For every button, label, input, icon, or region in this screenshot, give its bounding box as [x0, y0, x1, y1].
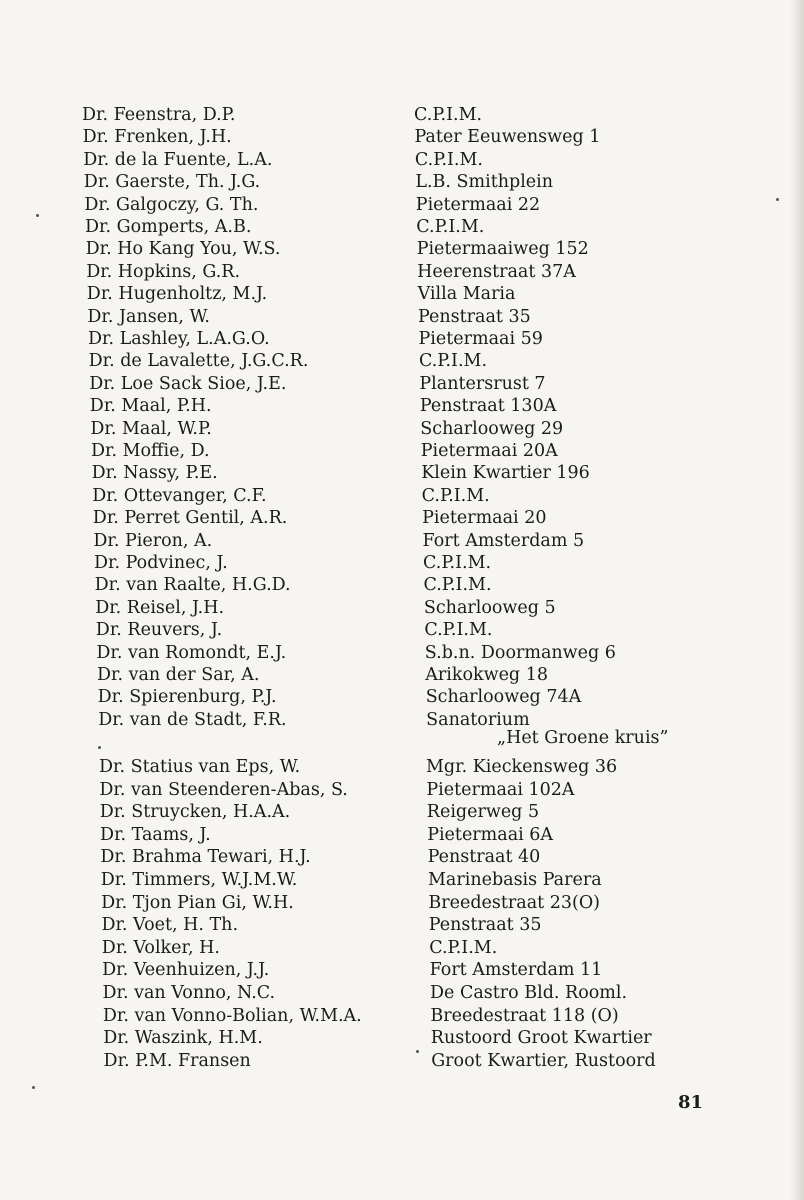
- directory-entry: [0, 868, 804, 892]
- physician-name: Dr. Nassy, P.E.: [91, 463, 218, 484]
- directory-entry: [0, 823, 804, 847]
- directory-entry: [0, 215, 804, 239]
- physician-name: Dr. Statius van Eps, W.: [99, 757, 301, 777]
- physician-name: Dr. Perret Gentil, A.R.: [92, 508, 288, 529]
- physician-address: Pietermaai 59: [418, 329, 543, 349]
- physician-name: Dr. van Steenderen-Abas, S.: [99, 779, 348, 800]
- physician-address: Penstraat 40: [427, 847, 541, 868]
- directory-entry: [0, 506, 804, 530]
- physician-name: Dr. Moffie, D.: [91, 441, 210, 461]
- physician-name: Dr. van de Stadt, F.R.: [98, 709, 287, 730]
- physician-name: Dr. Pieron, A.: [93, 530, 213, 551]
- physician-address: C.P.I.M.: [416, 217, 485, 237]
- physician-address: Fort Amsterdam 5: [422, 530, 585, 551]
- physician-address: Pater Eeuwensweg 1: [414, 127, 601, 148]
- physician-name: Dr. van der Sar, A.: [97, 665, 260, 685]
- physician-name: Dr. Loe Sack Sioe, J.E.: [89, 373, 287, 394]
- physician-name: Dr. Reisel, J.H.: [95, 597, 225, 618]
- directory-entry: [0, 618, 804, 642]
- address-continuation: „Het Groene kruis”: [497, 728, 669, 748]
- physician-name: Dr. van Vonno-Bolian, W.M.A.: [102, 1005, 362, 1026]
- physician-name: Dr. Spierenburg, P.J.: [97, 687, 277, 708]
- directory-entry: [0, 551, 804, 575]
- directory-entry: [0, 596, 804, 620]
- directory-entry: [0, 800, 804, 824]
- physician-address: Pietermaai 102A: [426, 779, 575, 800]
- directory-entry: [0, 439, 804, 463]
- directory-entry: [0, 484, 804, 508]
- directory-entry: [0, 349, 804, 373]
- physician-address: Plantersrust 7: [419, 373, 546, 394]
- directory-entry: [0, 170, 804, 194]
- directory-entry: [0, 461, 804, 485]
- physician-name: Dr. Veenhuizen, J.J.: [102, 960, 270, 981]
- physician-name: Dr. Podvinec, J.: [94, 553, 228, 573]
- print-speck: [416, 1050, 419, 1053]
- physician-address: S.b.n. Doormanweg 6: [424, 642, 616, 663]
- physician-name: Dr. Maal, P.H.: [89, 396, 212, 417]
- directory-entry: [0, 193, 804, 217]
- print-speck: [98, 746, 101, 749]
- physician-address: Klein Kwartier 196: [421, 463, 590, 484]
- physician-name: Dr. Struycken, H.A.A.: [99, 802, 291, 823]
- directory-entry: [0, 305, 804, 329]
- directory-entry: [0, 529, 804, 553]
- physician-address: C.P.I.M.: [429, 937, 498, 958]
- physician-name: Dr. Gaerste, Th. J.G.: [83, 172, 261, 193]
- physician-address: Fort Amsterdam 11: [429, 960, 603, 981]
- physician-name: Dr. Voet, H. Th.: [101, 915, 239, 936]
- directory-entry: [0, 778, 804, 802]
- directory-entry: [0, 148, 804, 172]
- directory-entry: [0, 755, 804, 779]
- physician-name: Dr. P.M. Fransen: [103, 1050, 251, 1071]
- print-speck: [32, 1086, 35, 1089]
- print-speck: [36, 214, 39, 217]
- directory-entry: [0, 936, 804, 960]
- physician-address: C.P.I.M.: [424, 620, 493, 641]
- directory-entry: [0, 913, 804, 937]
- physician-address: Penstraat 130A: [419, 396, 557, 417]
- physician-address: C.P.I.M.: [423, 553, 492, 573]
- physician-address: Penstraat 35: [418, 306, 531, 327]
- physician-address: Villa Maria: [417, 284, 516, 305]
- directory-entry: [0, 394, 804, 418]
- physician-address: Scharlooweg 74A: [425, 687, 582, 708]
- physician-address: C.P.I.M.: [423, 575, 492, 596]
- physician-name: Dr. Waszink, H.M.: [103, 1028, 263, 1049]
- directory-entry: [0, 417, 804, 441]
- physician-name: Dr. Tjon Pian Gi, W.H.: [101, 892, 294, 913]
- directory-entry: [0, 1026, 804, 1050]
- directory-entry: [0, 260, 804, 284]
- physician-address: Marinebasis Parera: [428, 870, 602, 890]
- physician-name: Dr. Lashley, L.A.G.O.: [88, 329, 270, 349]
- physician-name: Dr. Timmers, W.J.M.W.: [100, 870, 298, 890]
- directory-entry: [0, 958, 804, 982]
- physician-name: Dr. van Romondt, E.J.: [96, 642, 287, 663]
- physician-address: Scharlooweg 29: [420, 418, 564, 439]
- physician-address: Breedestraat 118 (O): [430, 1005, 619, 1026]
- physician-address: Breedestraat 23(O): [428, 892, 600, 913]
- physician-address: C.P.I.M.: [414, 149, 483, 170]
- physician-name: Dr. Ottevanger, C.F.: [92, 485, 267, 506]
- physician-name: Dr. de Lavalette, J.G.C.R.: [88, 351, 309, 372]
- physician-address: C.P.I.M.: [421, 485, 490, 506]
- physician-name: Dr. Hugenholtz, M.J.: [86, 284, 268, 305]
- physician-name: Dr. Ho Kang You, W.S.: [85, 239, 281, 260]
- physician-address: Rustoord Groot Kwartier: [430, 1028, 652, 1049]
- physician-name: Dr. Taams, J.: [100, 824, 211, 845]
- physician-name: Dr. Jansen, W.: [87, 306, 210, 327]
- directory-entry: [0, 573, 804, 597]
- physician-name: Dr. Frenken, J.H.: [82, 127, 232, 148]
- physician-name: Dr. Feenstra, D.P.: [82, 105, 236, 125]
- directory-entry: [0, 1049, 804, 1073]
- physician-name: Dr. Gomperts, A.B.: [85, 217, 252, 237]
- physician-address: L.B. Smithplein: [415, 172, 554, 193]
- physician-address: Groot Kwartier, Rustoord: [431, 1050, 656, 1071]
- physician-name: Dr. Brahma Tewari, H.J.: [100, 847, 311, 868]
- physician-name: Dr. de la Fuente, L.A.: [83, 149, 273, 170]
- physician-name: Dr. van Vonno, N.C.: [102, 983, 276, 1003]
- directory-entry: [0, 891, 804, 915]
- physician-name: Dr. Galgoczy, G. Th.: [84, 194, 259, 215]
- directory-entry: [0, 685, 804, 709]
- physician-name: Dr. Volker, H.: [101, 937, 220, 958]
- physician-address: Heerenstraat 37A: [417, 261, 576, 282]
- directory-entry: [0, 663, 804, 687]
- physician-address: Reigerweg 5: [426, 802, 540, 823]
- directory-entry: [0, 237, 804, 261]
- directory-entry: [0, 327, 804, 351]
- directory-entry: [0, 641, 804, 665]
- physician-address: Scharlooweg 5: [423, 597, 556, 618]
- print-speck: [776, 198, 779, 201]
- physician-address: Arikokweg 18: [425, 665, 548, 685]
- physician-address: Penstraat 35: [428, 915, 542, 936]
- physician-name: Dr. Hopkins, G.R.: [86, 261, 241, 282]
- physician-address: C.P.I.M.: [414, 105, 483, 125]
- directory-entry: [0, 981, 804, 1005]
- physician-address: Pietermaai 22: [415, 194, 541, 215]
- physician-address: C.P.I.M.: [418, 351, 488, 372]
- directory-entry: [0, 103, 804, 127]
- directory-entry: [0, 708, 804, 732]
- physician-name: Dr. van Raalte, H.G.D.: [94, 575, 291, 596]
- physician-address: Pietermaai 20A: [420, 441, 558, 461]
- page-number: 81: [678, 1092, 704, 1113]
- physician-name: Dr. Reuvers, J.: [95, 620, 223, 641]
- directory-entry: [0, 125, 804, 149]
- directory-entry: [0, 1004, 804, 1028]
- directory-entry: [0, 372, 804, 396]
- physician-address: Sanatorium: [426, 709, 530, 730]
- directory-entry: [0, 845, 804, 869]
- physician-address: Pietermaai 6A: [427, 824, 554, 845]
- physician-address: Mgr. Kieckensweg 36: [426, 757, 618, 777]
- physician-address: Pietermaai 20: [422, 508, 547, 529]
- physician-address: De Castro Bld. Rooml.: [430, 983, 628, 1003]
- physician-name: Dr. Maal, W.P.: [90, 418, 212, 439]
- physician-address: Pietermaaiweg 152: [416, 239, 589, 260]
- directory-entry: [0, 282, 804, 306]
